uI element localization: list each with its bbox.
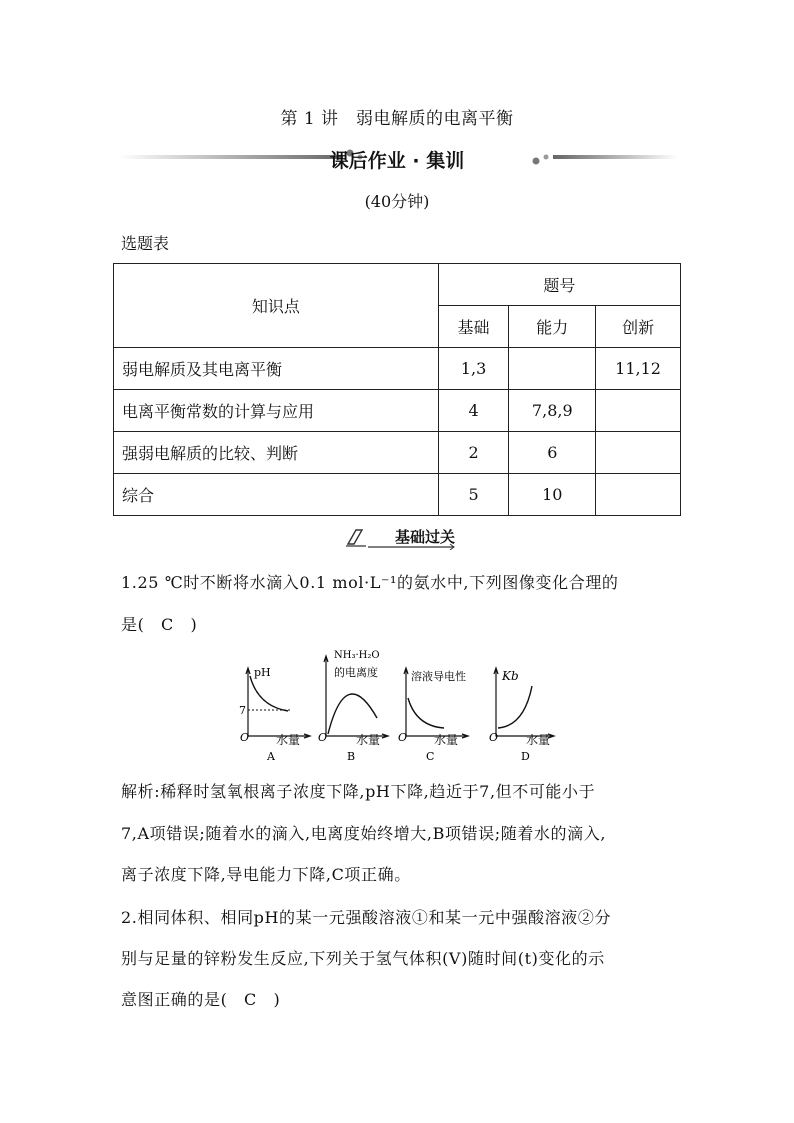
graph-c-origin: O <box>398 731 408 744</box>
ability-cell: 6 <box>509 432 596 474</box>
topic-cell: 强弱电解质的比较、判断 <box>114 432 439 474</box>
table-label: 选题表 <box>121 234 170 253</box>
ability-cell: 10 <box>509 474 596 516</box>
innovation-cell: 11,12 <box>596 348 681 390</box>
question-2-line-2: 别与足量的锌粉发生反应,下列关于氢气体积(V)随时间(t)变化的示 <box>121 949 605 968</box>
analysis-line-2: 7,A项错误;随着水的滴入,电离度始终增大,B项错误;随着水的滴入, <box>121 824 607 843</box>
duration: (40分钟) <box>364 192 430 211</box>
graph-d-caption: D <box>521 750 530 763</box>
graph-b-caption: B <box>347 750 356 763</box>
graph-a-origin: O <box>240 731 250 744</box>
basic-cell: 5 <box>438 474 509 516</box>
basic-cell: 1,3 <box>438 348 509 390</box>
col-innovation: 创新 <box>596 306 681 348</box>
col-ability: 能力 <box>509 306 596 348</box>
table-row <box>114 474 681 516</box>
graph-c-ylabel: 溶液导电性 <box>411 670 466 683</box>
analysis-line-3: 离子浓度下降,导电能力下降,C项正确。 <box>121 865 411 884</box>
innovation-cell <box>596 432 681 474</box>
innovation-cell <box>596 390 681 432</box>
banner-title: 课后作业 · 集训 <box>329 150 465 172</box>
question-1-line-1: 1.25 ℃时不断将水滴入0.1 mol·L⁻¹的氨水中,下列图像变化合理的 <box>121 573 619 592</box>
graph-a-xlabel: 水量 <box>276 733 301 747</box>
graph-b-origin: O <box>318 731 328 744</box>
table-row <box>114 348 681 390</box>
graph-b-xlabel: 水量 <box>356 733 381 747</box>
analysis-line-1: 解析:稀释时氢氧根离子浓度下降,pH下降,趋近于7,但不可能小于 <box>121 782 596 801</box>
graph-b-ylabel-2: 的电离度 <box>334 666 378 679</box>
innovation-cell <box>596 474 681 516</box>
topic-cell: 弱电解质及其电离平衡 <box>114 348 439 390</box>
graph-c-caption: C <box>426 750 435 763</box>
col-number: 题号 <box>438 264 680 306</box>
table-row <box>114 390 681 432</box>
graph-a-caption: A <box>267 750 275 763</box>
topic-table <box>113 263 681 516</box>
topic-cell: 综合 <box>114 474 439 516</box>
question-2-line-3: 意图正确的是( C ) <box>121 990 281 1009</box>
table-header-row <box>114 264 681 306</box>
ability-cell: 7,8,9 <box>509 390 596 432</box>
graph-a-ylabel: pH <box>254 666 271 679</box>
question-1-line-2: 是( C ) <box>121 615 198 634</box>
graph-d-ylabel: Kb <box>502 669 519 683</box>
graph-d-xlabel: 水量 <box>526 733 551 747</box>
topic-cell: 电离平衡常数的计算与应用 <box>114 390 439 432</box>
graph-a-mark: 7 <box>239 704 246 717</box>
ability-cell <box>509 348 596 390</box>
col-knowledge: 知识点 <box>114 264 439 348</box>
lesson-title: 第 1 讲 弱电解质的电离平衡 <box>280 109 514 129</box>
table-row <box>114 432 681 474</box>
graph-d-origin: O <box>489 731 499 744</box>
graph-c-xlabel: 水量 <box>434 733 459 747</box>
section-title: 基础过关 <box>394 528 455 546</box>
graph-b-ylabel-1: NH₃·H₂O <box>334 650 380 661</box>
basic-cell: 4 <box>438 390 509 432</box>
question-2-line-1: 2.相同体积、相同pH的某一元强酸溶液①和某一元中强酸溶液②分 <box>121 908 612 927</box>
question-1-graphs <box>230 648 570 766</box>
col-basic: 基础 <box>438 306 509 348</box>
basic-cell: 2 <box>438 432 509 474</box>
